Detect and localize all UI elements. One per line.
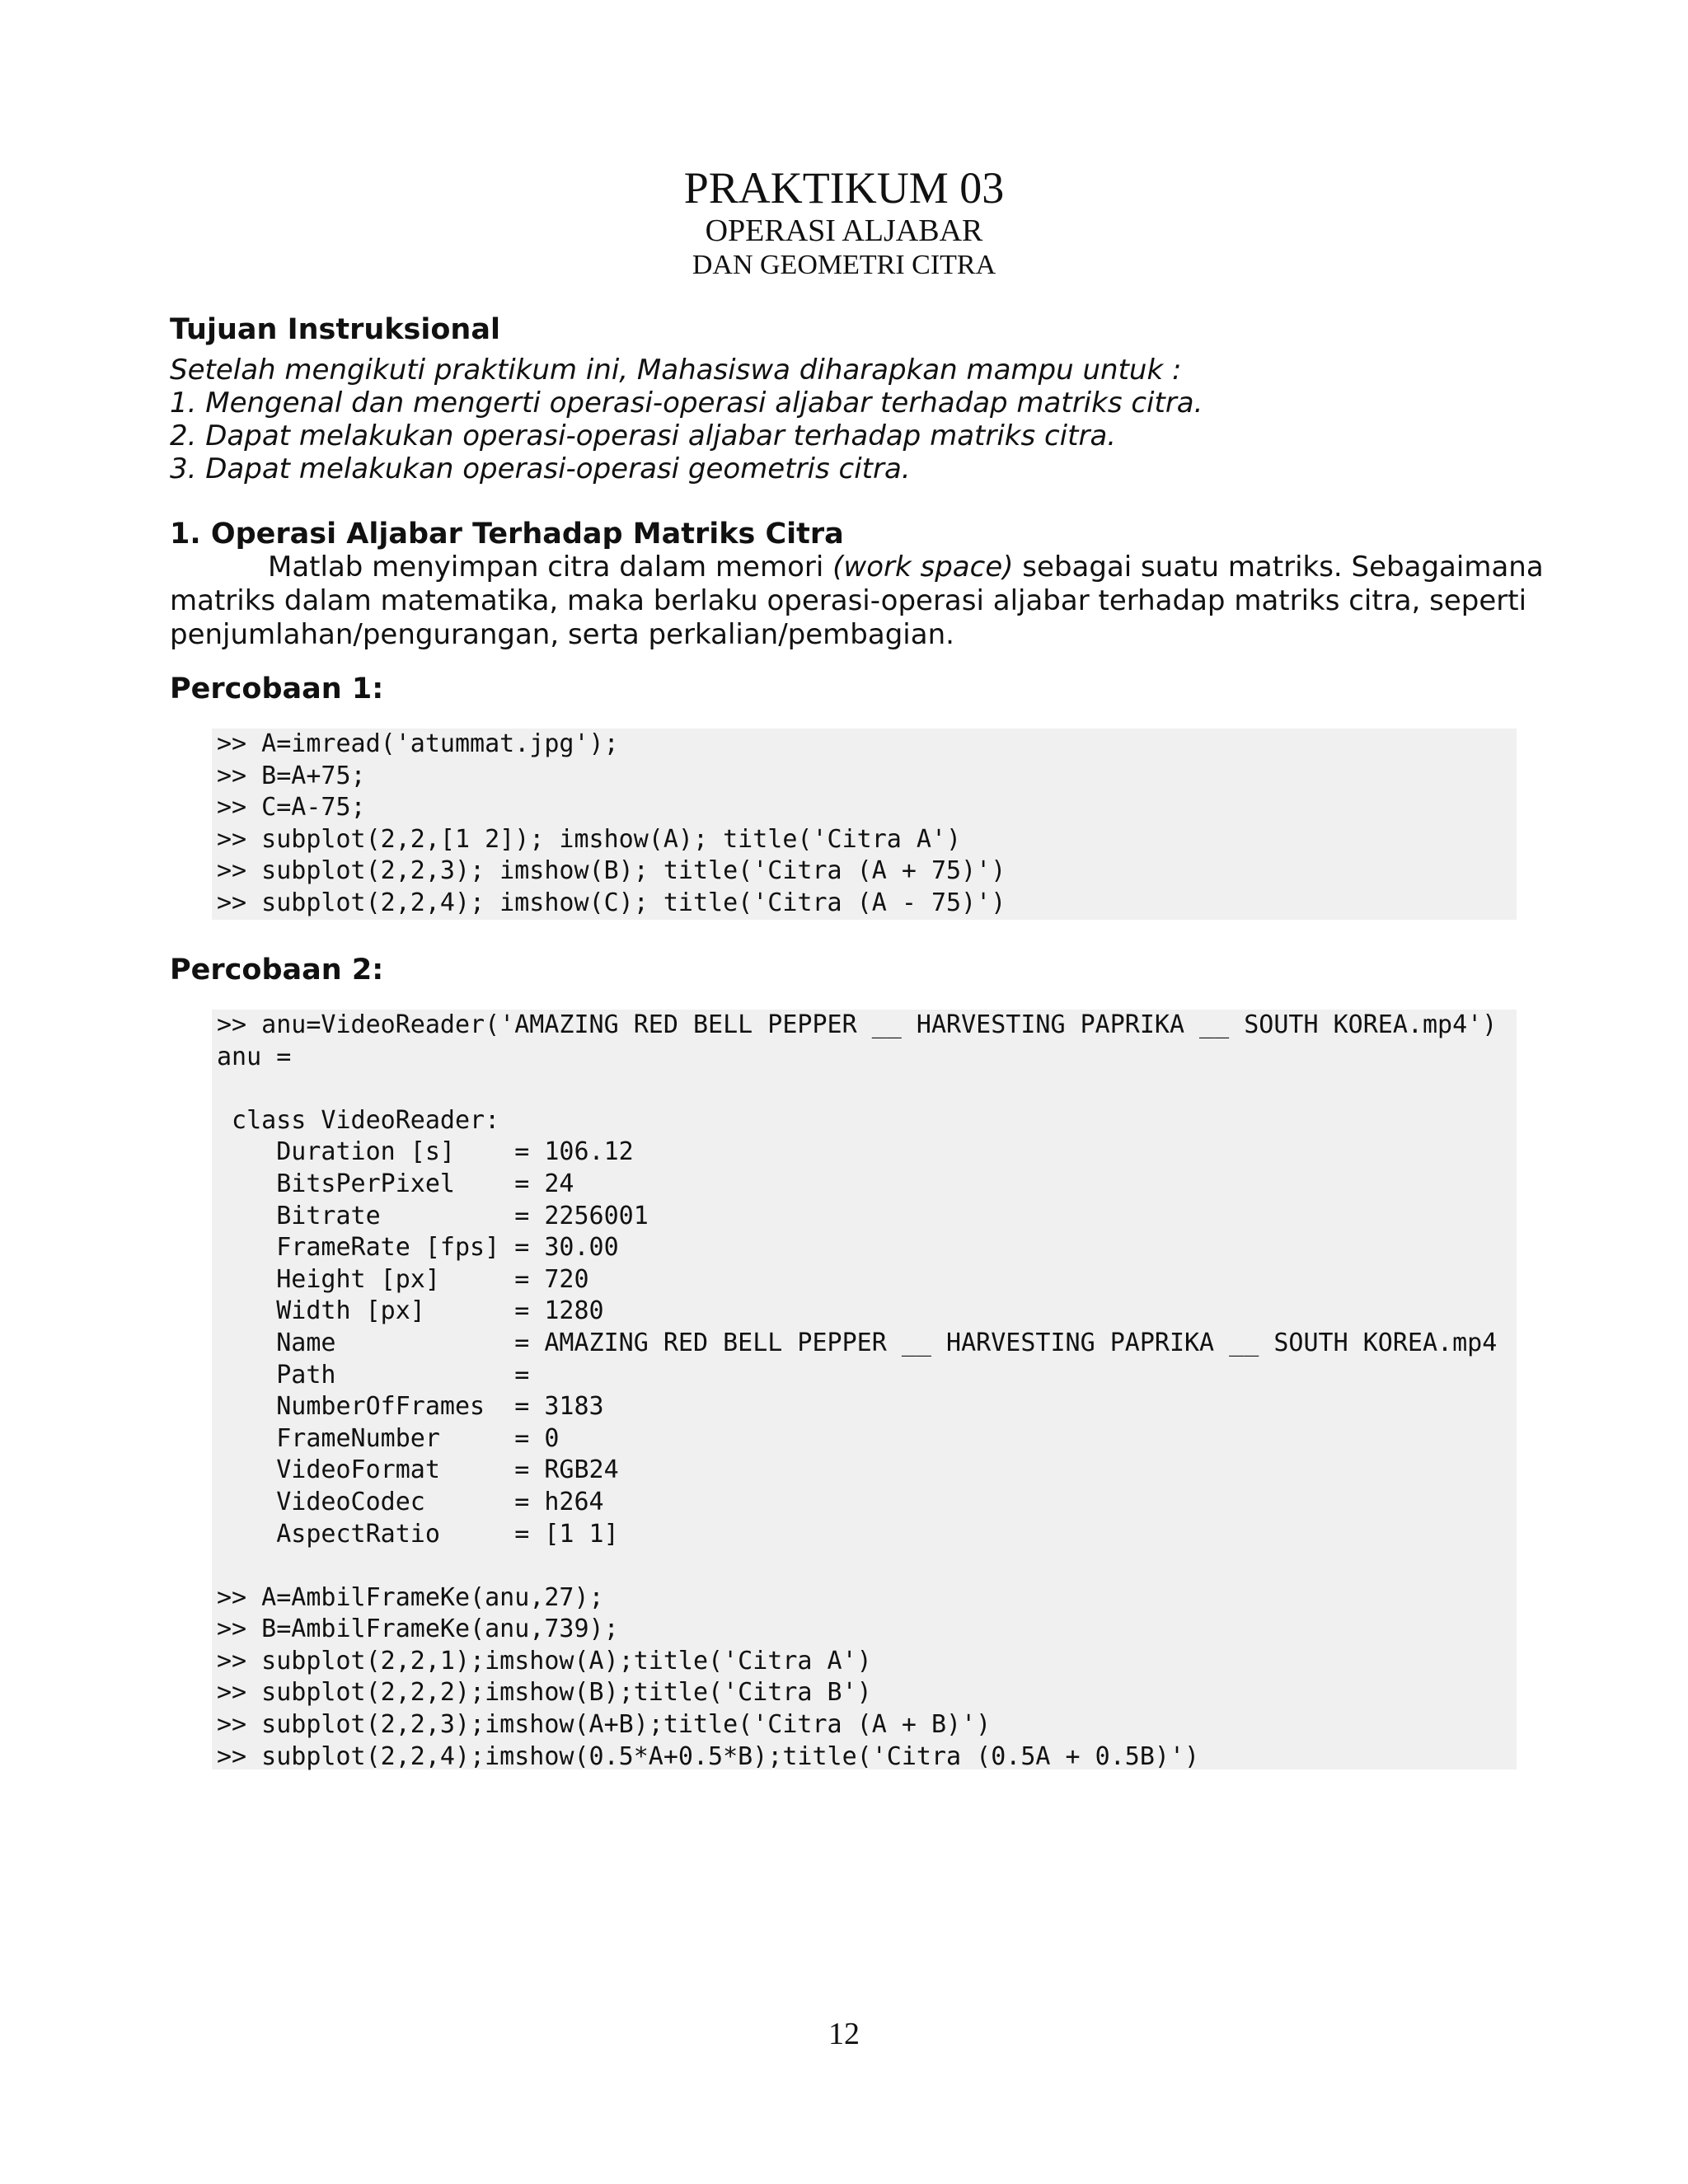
- code-line: AspectRatio = [1 1]: [217, 1519, 619, 1549]
- paragraph-line-1: [170, 551, 1544, 584]
- code-line: Bitrate = 2256001: [217, 1201, 649, 1230]
- code-line: [212, 1550, 1517, 1582]
- objective-item-1: 1. Mengenal dan mengerti operasi-operasi aljabar terhadap matriks citra.: [170, 387, 1203, 419]
- paragraph-line-2: matriks dalam matematika, maka berlaku operasi-operasi aljabar terhadap matriks citra, seperti: [170, 584, 1527, 617]
- objective-item-2: 2. Dapat melakukan operasi-operasi aljabar terhadap matriks citra.: [170, 419, 1117, 452]
- page-subtitle-line2: DAN GEOMETRI CITRA: [692, 250, 996, 280]
- code-line: >> B=A+75;: [217, 761, 366, 790]
- code-line: >> B=AmbilFrameKe(anu,739);: [217, 1615, 619, 1644]
- code-line: FrameRate [fps] = 30.00: [217, 1233, 619, 1263]
- objectives-heading: Tujuan Instruksional: [170, 313, 500, 346]
- code-line: VideoFormat = RGB24: [217, 1455, 619, 1485]
- objectives-intro: Setelah mengikuti praktikum ini, Mahasiswa diharapkan mampu untuk :: [170, 354, 1182, 387]
- page-number: 12: [828, 2017, 860, 2051]
- experiment2-code-block: [212, 1010, 1517, 1769]
- code-line: anu =: [217, 1042, 292, 1071]
- code-line: FrameNumber = 0: [217, 1423, 560, 1453]
- paragraph-text: sebagai suatu matriks. Sebagaimana: [1013, 551, 1544, 583]
- code-line: >> subplot(2,2,1);imshow(A);title('Citra A'): [217, 1646, 872, 1675]
- code-line: Duration [s] = 106.12: [217, 1137, 634, 1167]
- experiment1-heading: Percobaan 1:: [170, 673, 384, 705]
- code-line: >> anu=VideoReader('AMAZING RED BELL PEPPER __ HARVESTING PAPRIKA __ SOUTH KOREA.mp4'): [217, 1010, 1498, 1039]
- code-line: >> subplot(2,2,4);imshow(0.5*A+0.5*B);title('Citra (0.5A + 0.5B)'): [217, 1741, 1200, 1771]
- code-line: [212, 1073, 1517, 1105]
- code-line: >> subplot(2,2,3);imshow(A+B);title('Citra (A + B)'): [217, 1710, 992, 1740]
- code-line: Path =: [217, 1360, 530, 1390]
- code-line: Name = AMAZING RED BELL PEPPER __ HARVESTING PAPRIKA __ SOUTH KOREA.mp4: [217, 1328, 1498, 1357]
- code-line: >> A=imread('atummat.jpg');: [217, 729, 619, 758]
- page-subtitle-line1: OPERASI ALJABAR: [705, 213, 983, 248]
- code-line: >> C=A-75;: [217, 793, 366, 823]
- code-line: NumberOfFrames = 3183: [217, 1392, 604, 1422]
- section1-paragraph: [170, 551, 1544, 652]
- section1-heading: 1. Operasi Aljabar Terhadap Matriks Citra: [170, 518, 844, 551]
- code-line: >> subplot(2,2,[1 2]); imshow(A); title('Citra A'): [217, 824, 962, 854]
- code-line: >> A=AmbilFrameKe(anu,27);: [217, 1582, 604, 1612]
- code-line: class VideoReader:: [217, 1105, 500, 1135]
- experiment2-heading: Percobaan 2:: [170, 954, 384, 987]
- code-line: VideoCodec = h264: [217, 1487, 604, 1516]
- paragraph-line-3: penjumlahan/pengurangan, serta perkalian/pembagian.: [170, 618, 954, 651]
- paragraph-italic-term: (work space): [832, 551, 1014, 583]
- code-line: Height [px] = 720: [217, 1264, 589, 1294]
- paragraph-text: Matlab menyimpan citra dalam memori: [268, 551, 833, 583]
- experiment1-code-block: [212, 729, 1517, 920]
- code-line: >> subplot(2,2,4); imshow(C); title('Citra (A - 75)'): [217, 888, 1006, 917]
- code-line: >> subplot(2,2,2);imshow(B);title('Citra B'): [217, 1678, 872, 1708]
- code-line: BitsPerPixel = 24: [217, 1169, 574, 1198]
- objective-item-3: 3. Dapat melakukan operasi-operasi geometris citra.: [170, 452, 911, 485]
- page-title: PRAKTIKUM 03: [683, 163, 1005, 213]
- code-line: Width [px] = 1280: [217, 1296, 604, 1326]
- code-line: >> subplot(2,2,3); imshow(B); title('Citra (A + 75)'): [217, 856, 1006, 886]
